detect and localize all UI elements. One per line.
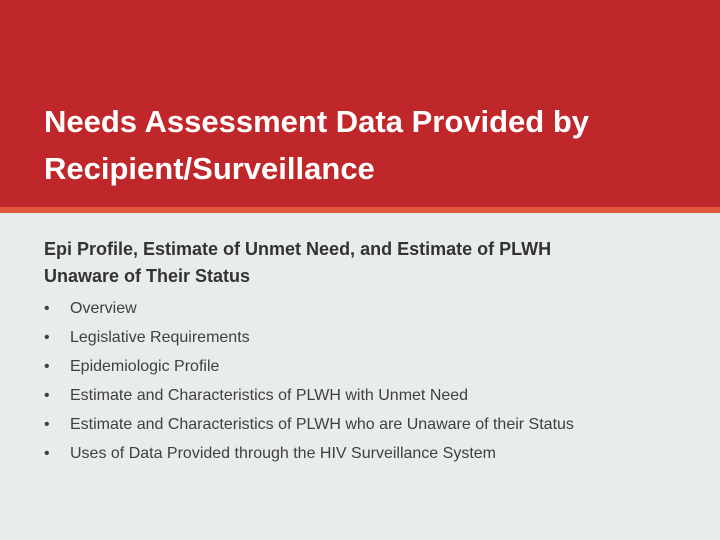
bullet-dot-icon: • [44,358,50,375]
bullet-dot-icon: • [44,445,50,462]
bullet-dot-icon: • [44,387,50,404]
bullet-dot-icon: • [44,329,50,346]
accent-divider [0,207,720,213]
slide-title-line-2: Recipient/Surveillance [44,151,375,186]
bullet-text: Overview [70,300,137,317]
bullet-item [44,294,694,323]
bullet-item [44,381,694,410]
bullet-dot-icon: • [44,416,50,433]
slide-subtitle [44,236,684,290]
bullet-item [44,410,694,439]
slide-subtitle-line-1: Epi Profile, Estimate of Unmet Need, and Estimate of PLWH [44,239,552,259]
bullet-text: Estimate and Characteristics of PLWH who are Unaware of their Status [70,416,574,433]
bullet-item [44,352,694,381]
bullet-item [44,439,694,468]
bullet-text: Legislative Requirements [70,329,250,346]
bullet-text: Epidemiologic Profile [70,358,220,375]
bullet-dot-icon: • [44,300,50,317]
bullet-text: Estimate and Characteristics of PLWH with Unmet Need [70,387,469,404]
bullet-item [44,323,694,352]
slide-subtitle-line-2: Unaware of Their Status [44,266,251,286]
bullet-list [44,294,694,468]
bullet-text: Uses of Data Provided through the HIV Surveillance System [70,445,496,462]
slide-title-line-1: Needs Assessment Data Provided by [44,104,590,139]
slide-title [44,98,694,192]
